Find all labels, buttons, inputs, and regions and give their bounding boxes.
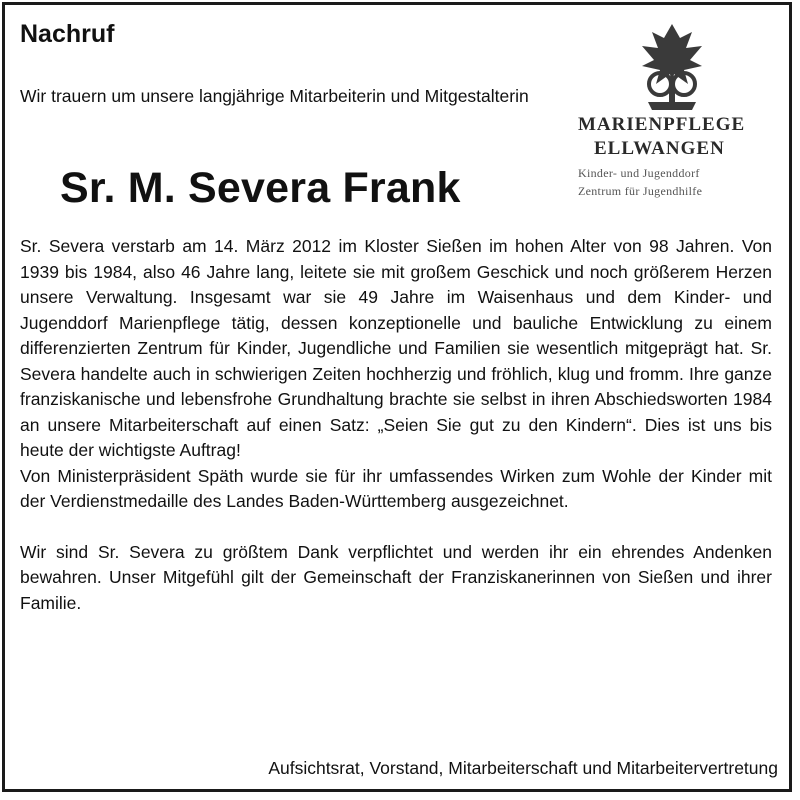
body-paragraph-1: Sr. Severa verstarb am 14. März 2012 im Kloster Sießen im hohen Alter von 98 Jahren. Von 1939 bis 1984, also 46 Jahre lang, leitete sie mit großem Geschick und noch größerem Herzen unsere Verwaltung. Insgesamt war sie 49 Jahre im Waisenhaus und dem Kinder- und Jugenddorf Marienpflege tätig, dessen konzeptionelle und bauliche Entwicklung zu einem differenzierten Zentrum für Kinder, Jugendliche und Familien sie wesentlich mitgeprägt hat. Sr. Severa handelte auch in schwierigen Zeiten hochherzig und fröhlich, klug und fromm. Ihre ganze franziskanische und lebensfrohe Grundhaltung brachte sie selbst in ihren Abschiedsworten 1984 an unsere Mitarbeiterschaft auf einen Satz: „Seien Sie gut zu den Kindern“. Dies ist uns bis heute der wichtigste Auftrag! — [20, 236, 772, 460]
signature-line: Aufsichtsrat, Vorstand, Mitarbeiterschaft und Mitarbeitervertretung — [268, 758, 778, 778]
organization-logo — [570, 20, 775, 210]
intro-text: Wir trauern um unsere langjährige Mitarbeiterin und Mitgestalterin — [20, 86, 529, 106]
page-title: Nachruf — [20, 20, 115, 48]
body-paragraph-2: Von Ministerpräsident Späth wurde sie für ihr umfassendes Wirken zum Wohle der Kinder mit der Verdienstmedaille des Landes Baden-Württemberg ausgezeichnet. — [20, 465, 772, 511]
logo-line-kinder-jugenddorf: Kinder- und Jugenddorf — [578, 166, 700, 180]
logo-line-marienpflege: MARIENPFLEGE — [578, 114, 746, 135]
logo-line-zentrum: Zentrum für Jugendhilfe — [578, 184, 703, 198]
logo-line-ellwangen: ELLWANGEN — [594, 138, 725, 159]
obituary-body — [20, 234, 772, 616]
deceased-name: Sr. M. Severa Frank — [60, 164, 461, 212]
body-paragraph-3: Wir sind Sr. Severa zu größtem Dank verpflichtet und werden ihr ein ehrendes Andenken bewahren. Unser Mitgefühl gilt der Gemeinschaft der Franziskanerinnen von Sießen und ihrer Familie. — [20, 541, 772, 613]
leaf-heart-emblem-icon — [570, 20, 775, 115]
